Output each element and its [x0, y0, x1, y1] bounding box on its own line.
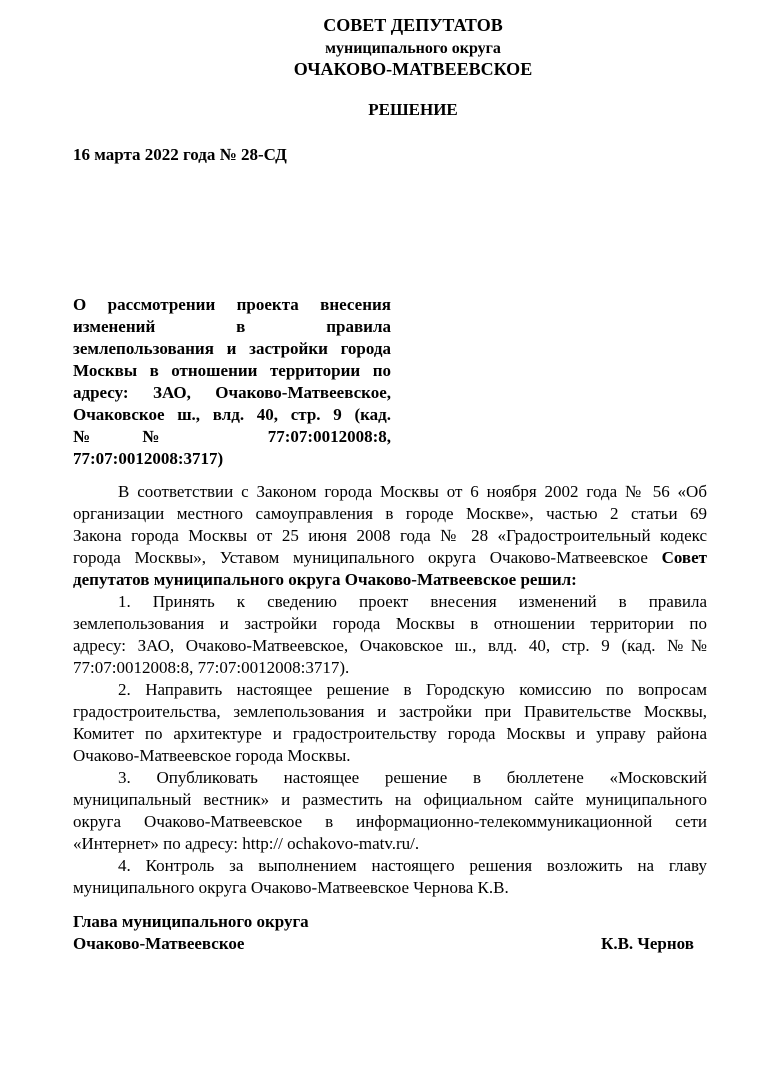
- document-type: РЕШЕНИЕ: [368, 100, 458, 119]
- preamble-line: Закона города Москвы от 25 июня 2008 года № 28 «Градостроительный кодекс: [73, 526, 707, 545]
- subject-line: О рассмотрении проекта внесения: [73, 295, 391, 314]
- item-3-line: округа Очаково-Матвеевское в информационно-телекоммуникационной сети: [73, 812, 707, 831]
- item-1-line: землепользования и застройки города Москвы в отношении территории по: [73, 614, 707, 633]
- date-and-number: 16 марта 2022 года № 28-СД: [73, 145, 287, 164]
- item-2-line: Комитет по архитектуре и градостроительству города Москвы и управу района: [73, 724, 707, 743]
- subject-line: Очаковское ш., влд. 40, стр. 9 (кад.: [73, 405, 391, 424]
- item-2-line: градостроительства, землепользования и застройки при Правительстве Москвы,: [73, 702, 707, 721]
- subject-line: Москвы в отношении территории по: [73, 361, 391, 380]
- preamble-resolution-line: депутатов муниципального округа Очаково-Матвеевское решил:: [73, 570, 577, 589]
- item-1-line: 1. Принять к сведению проект внесения изменений в правила: [118, 592, 707, 611]
- item-2-line: Очаково-Матвеевское города Москвы.: [73, 746, 351, 765]
- item-3-line: муниципальный вестник» и разместить на официальном сайте муниципального: [73, 790, 707, 809]
- subject-line: землепользования и застройки города: [73, 339, 391, 358]
- preamble-bold-text: Совет: [661, 548, 707, 567]
- subject-line: изменений в правила: [73, 317, 391, 336]
- item-3-line: «Интернет» по адресу: http:// ochakovo-matv.ru/.: [73, 834, 420, 853]
- item-4-line: 4. Контроль за выполнением настоящего решения возложить на главу: [118, 856, 707, 875]
- preamble-text: города Москвы», Уставом муниципального округа Очаково-Матвеевское: [73, 548, 662, 567]
- preamble-line: организации местного самоуправления в городе Москве», частью 2 статьи 69: [73, 504, 707, 523]
- subject-line: адресу: ЗАО, Очаково-Матвеевское,: [73, 383, 391, 402]
- item-3-line: 3. Опубликовать настоящее решение в бюллетене «Московский: [118, 768, 707, 787]
- district-subtitle: муниципального округа: [325, 40, 501, 57]
- subject-line: №№ 77:07:0012008:8,: [73, 427, 391, 446]
- signatory-position: [73, 911, 309, 955]
- district-name: ОЧАКОВО-МАТВЕЕВСКОЕ: [293, 59, 533, 79]
- item-1-line: 77:07:0012008:8, 77:07:0012008:3717).: [73, 658, 350, 677]
- council-title: СОВЕТ ДЕПУТАТОВ: [323, 15, 503, 35]
- decision-subject: [73, 294, 391, 470]
- signatory-name: К.В. Чернов: [601, 934, 694, 953]
- item-1-line: адресу: ЗАО, Очаково-Матвеевское, Очаковское ш., влд. 40, стр. 9 (кад. №№: [73, 636, 707, 655]
- signatory-position-line: Глава муниципального округа: [73, 912, 309, 931]
- decision-body: [73, 481, 707, 899]
- subject-line: 77:07:0012008:3717): [73, 449, 224, 468]
- preamble-line: [73, 547, 707, 569]
- signatory-position-line: Очаково-Матвеевское: [73, 934, 245, 953]
- preamble-line: В соответствии с Законом города Москвы от 6 ноября 2002 года № 56 «Об: [118, 482, 707, 501]
- item-4-line: муниципального округа Очаково-Матвеевское Чернова К.В.: [73, 878, 509, 897]
- item-2-line: 2. Направить настоящее решение в Городскую комиссию по вопросам: [118, 680, 707, 699]
